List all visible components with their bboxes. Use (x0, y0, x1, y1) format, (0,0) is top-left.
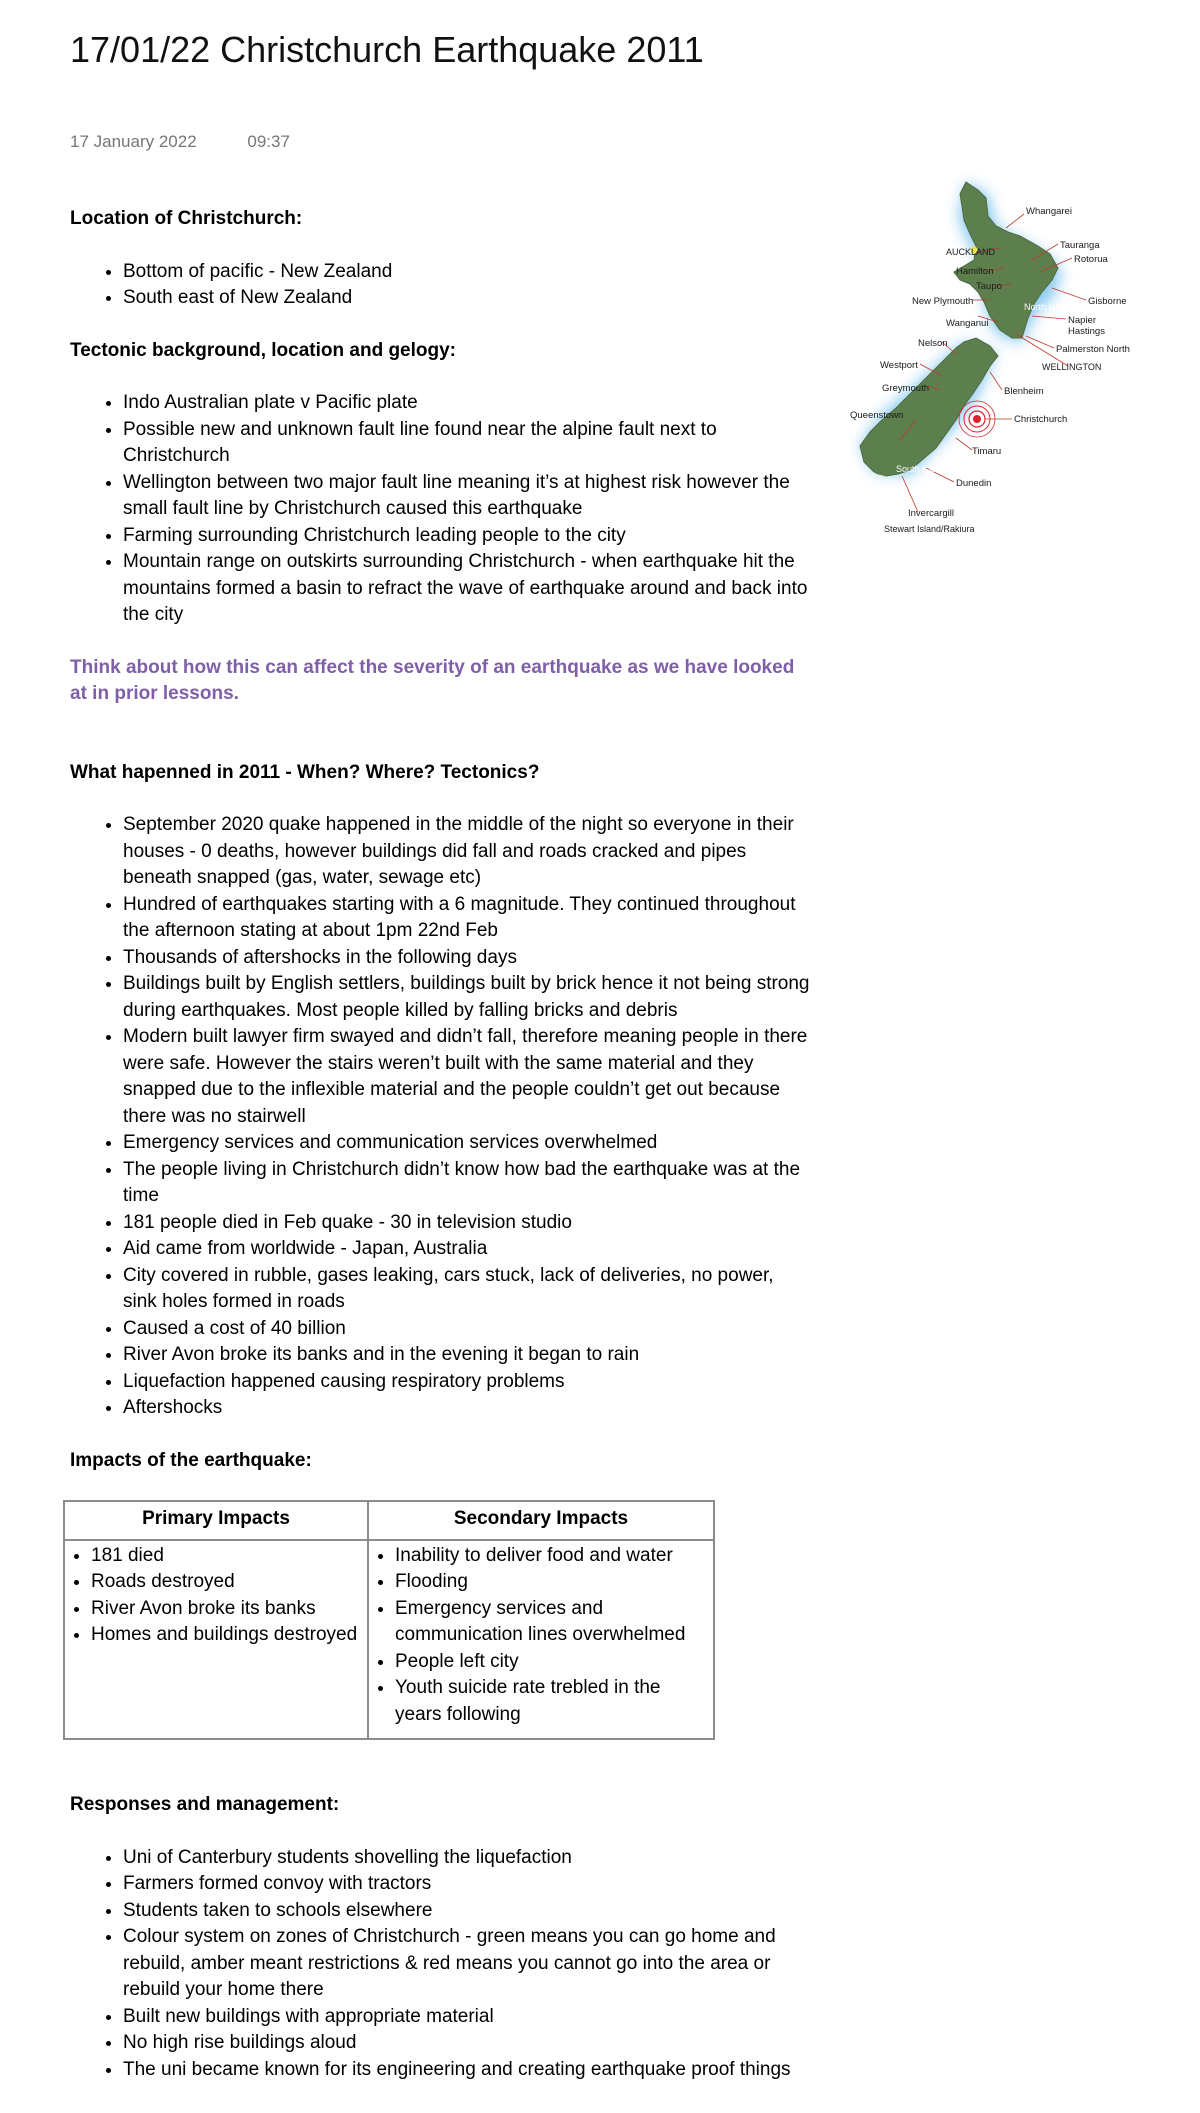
map-label-napier: Napier (1068, 315, 1096, 326)
list-item: • Indo Australian plate v Pacific plate (123, 390, 810, 417)
map-label-queenstown: Queenstown (850, 410, 904, 421)
list-item: • Homes and buildings destroyed (91, 1622, 359, 1649)
impacts-heading: Impacts of the earthquake: (70, 1449, 312, 1471)
map-label-rotorua: Rotorua (1074, 254, 1108, 265)
map-label-hamilton: Hamilton (956, 266, 994, 277)
list-item: • Students taken to schools elsewhere (123, 1898, 810, 1925)
list-item: • September 2020 quake happened in the middle of the night so everyone in their houses - 0 deaths, however buildings did fall and roads cracked and pipes beneath snapped (gas, water, sewage etc) (123, 812, 810, 892)
teacher-note: Think about how this can affect the severity of an earthquake as we have looked at in prior lessons. (70, 656, 795, 704)
map-label-christchurch: Christchurch (1014, 414, 1068, 425)
map-label-nelson: Nelson (918, 338, 948, 349)
list-item: • River Avon broke its banks (91, 1596, 359, 1623)
happened-heading: What hapenned in 2011 - When? Where? Tectonics? (70, 761, 540, 783)
page-title: 17/01/22 Christchurch Earthquake 2011 (70, 29, 704, 70)
list-item: • Possible new and unknown fault line found near the alpine fault next to Christchurch (123, 417, 810, 470)
list-item: • Youth suicide rate trebled in the years following (395, 1675, 705, 1728)
map-label-wanganui: Wanganui (946, 318, 989, 329)
map-label-tauranga: Tauranga (1060, 240, 1100, 251)
list-item: • City covered in rubble, gases leaking, cars stuck, lack of deliveries, no power, sink holes formed in roads (123, 1263, 810, 1316)
responses-heading: Responses and management: (70, 1794, 340, 1815)
list-item: • Modern built lawyer firm swayed and didn’t fall, therefore meaning people in there were safe. However the stairs weren’t built with the same material and they snapped due to the inflexible material and the people couldn’t get out because there was no stairwell (123, 1024, 810, 1130)
list-item: • Thousands of aftershocks in the following days (123, 945, 810, 972)
list-item: • River Avon broke its banks and in the evening it began to rain (123, 1342, 810, 1369)
list-item: • No high rise buildings aloud (123, 2030, 810, 2057)
map-label-timaru: Timaru (972, 446, 1002, 457)
list-item: • Wellington between two major fault line meaning it’s at highest risk however the small fault line by Christchurch caused this earthquake (123, 470, 810, 523)
tectonic-heading: Tectonic background, location and gelogy: (70, 339, 457, 361)
map-label-hastings: Hastings (1068, 326, 1105, 337)
map-label-taupo: Taupo (976, 281, 1002, 292)
list-item: • Built new buildings with appropriate material (123, 2004, 810, 2031)
list-item: • Emergency services and communication lines overwhelmed (395, 1596, 705, 1649)
page-time: 09:37 (247, 132, 290, 151)
map-label-gisborne: Gisborne (1088, 296, 1127, 307)
note-body[interactable] (70, 206, 810, 2109)
list-item: • Mountain range on outskirts surrounding Christchurch - when earthquake hit the mountains formed a basin to refract the wave of earthquake around and back into the city (123, 549, 810, 629)
list-item: • Hundred of earthquakes starting with a 6 magnitude. They continued throughout the afternoon stating at about 1pm 22nd Feb (123, 892, 810, 945)
map-label-auckland: AUCKLAND (946, 247, 996, 257)
list-item: • Inability to deliver food and water (395, 1543, 705, 1570)
list-item: • Flooding (395, 1569, 705, 1596)
list-item: • Aid came from worldwide - Japan, Australia (123, 1236, 810, 1263)
list-item: • Emergency services and communication services overwhelmed (123, 1130, 810, 1157)
list-item: • The uni became known for its engineering and creating earthquake proof things (123, 2057, 810, 2084)
map-label-whangarei: Whangarei (1026, 206, 1072, 217)
map-label-stewart-island: Stewart Island/Rakiura (884, 524, 975, 534)
list-item: • Buildings built by English settlers, buildings built by brick hence it not being strong during earthquakes. Most people killed by falling bricks and debris (123, 971, 810, 1024)
list-item: • 181 people died in Feb quake - 30 in television studio (123, 1210, 810, 1237)
primary-impacts-cell[interactable] (64, 1540, 368, 1740)
tectonic-list (70, 390, 810, 629)
list-item: • South east of New Zealand (123, 285, 810, 312)
secondary-impacts-cell[interactable] (368, 1540, 714, 1740)
list-item: • People left city (395, 1649, 705, 1676)
page-date: 17 January 2022 (70, 132, 197, 151)
location-list (70, 259, 810, 312)
list-item: • Uni of Canterbury students shovelling the liquefaction (123, 1845, 810, 1872)
happened-list (70, 812, 810, 1422)
map-label-new-plymouth: New Plymouth (912, 296, 974, 307)
secondary-impacts-list (375, 1543, 705, 1729)
map-label-westport: Westport (880, 360, 918, 371)
map-label-blenheim: Blenheim (1004, 386, 1044, 397)
map-label-greymouth: Greymouth (882, 383, 929, 394)
map-label-wellington: WELLINGTON (1042, 362, 1102, 372)
page-meta (70, 132, 290, 152)
list-item: • Colour system on zones of Christchurch - green means you can go home and rebuild, amber meant restrictions & red means you cannot go into the area or rebuild your home there (123, 1924, 810, 2004)
list-item: • Bottom of pacific - New Zealand (123, 259, 810, 286)
list-item: • Aftershocks (123, 1395, 810, 1422)
impacts-table[interactable] (63, 1500, 715, 1740)
list-item: • Farming surrounding Christchurch leading people to the city (123, 523, 810, 550)
list-item: • Liquefaction happened causing respiratory problems (123, 1369, 810, 1396)
map-label-palmerston-north: Palmerston North (1056, 344, 1130, 355)
list-item: • Farmers formed convoy with tractors (123, 1871, 810, 1898)
location-heading: Location of Christchurch: (70, 208, 303, 229)
list-item: • Caused a cost of 40 billion (123, 1316, 810, 1343)
primary-impacts-list (71, 1543, 359, 1649)
map-label-north-island: North Island (1024, 302, 1073, 312)
list-item: • Roads destroyed (91, 1569, 359, 1596)
map-label-south-island: South Island (896, 464, 947, 474)
responses-list (70, 1845, 810, 2084)
new-zealand-map-image (846, 176, 1130, 548)
list-item: • 181 died (91, 1543, 359, 1570)
map-label-dunedin: Dunedin (956, 478, 992, 489)
list-item: • The people living in Christchurch didn’t know how bad the earthquake was at the time (123, 1157, 810, 1210)
primary-impacts-header: Primary Impacts (64, 1501, 368, 1540)
map-label-invercargill: Invercargill (908, 508, 954, 519)
secondary-impacts-header: Secondary Impacts (368, 1501, 714, 1540)
